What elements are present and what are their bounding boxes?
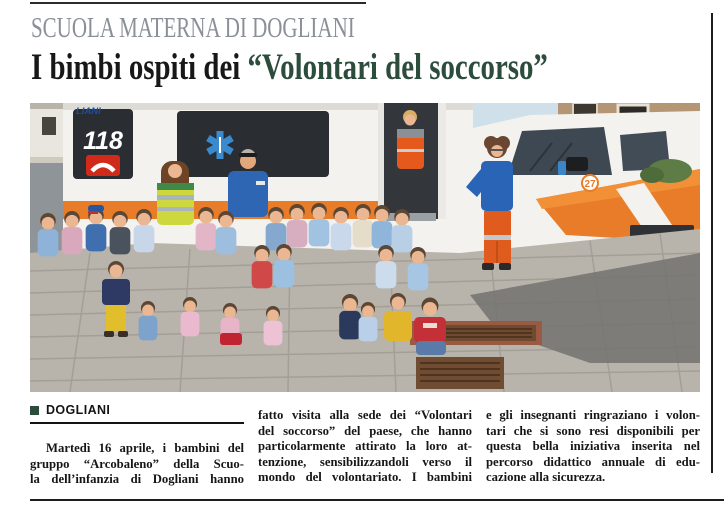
article-line: particolarmente attirato la loro at-	[258, 439, 472, 454]
unit-number-circle	[582, 175, 598, 191]
section-rule	[30, 422, 244, 424]
headline	[31, 46, 548, 89]
article-line: Martedì 16 aprile, i bambini del	[46, 441, 244, 455]
article-line: tenzione, sensibilizzandoli verso il	[258, 454, 472, 469]
bottom-rule	[30, 499, 724, 501]
headline-plain: I bimbi ospiti dei	[31, 47, 248, 88]
emergency-118-badge	[73, 109, 133, 179]
article-line: cazione alla sicurezza.	[486, 470, 606, 485]
article-photo	[30, 103, 700, 392]
red-bag	[220, 333, 242, 345]
article-column-2	[258, 408, 472, 486]
article-line: del soccorso” del paese, che hanno	[258, 423, 472, 438]
emergency-number: 118	[83, 127, 123, 155]
volunteer-hivis-woman	[157, 161, 194, 225]
section-bullet-icon	[30, 406, 39, 415]
section-head	[30, 403, 244, 424]
article-column-3	[486, 408, 700, 486]
cap-icon	[88, 211, 98, 214]
article-line: la dell’infanzia di Dogliani hanno	[30, 472, 244, 487]
section-label: DOGLIANI	[46, 403, 111, 417]
photo-illustration	[30, 103, 700, 392]
article-column-1	[30, 441, 244, 488]
article-line: mondo del volontariato. I bambini	[258, 470, 472, 485]
column-divider-rule	[711, 13, 713, 473]
open-door	[378, 103, 446, 221]
article-line: tari che si sono resi disponibili per	[486, 423, 700, 438]
vehicle-lettering: LIANI	[76, 106, 101, 117]
side-mirror	[566, 157, 588, 171]
article-line: fatto visita alla sede dei “Volontari	[258, 408, 472, 422]
article-line: gruppo “Arcobaleno” della Scuo-	[30, 456, 244, 471]
sanitizer-bottle	[558, 161, 566, 175]
drain-grate-lower	[416, 357, 504, 389]
article-line: e gli insegnanti ringraziano i volon-	[486, 408, 700, 422]
article-line: percorso didattico annuale di edu-	[486, 454, 700, 469]
article-line: questa bella iniziativa inserita nel	[486, 439, 700, 454]
top-rule	[30, 2, 366, 4]
headline-quoted: “Volontari del soccorso”	[247, 47, 548, 88]
unit-number: 27	[584, 179, 596, 190]
page-kicker: SCUOLA MATERNA DI DOGLIANI	[31, 13, 355, 44]
